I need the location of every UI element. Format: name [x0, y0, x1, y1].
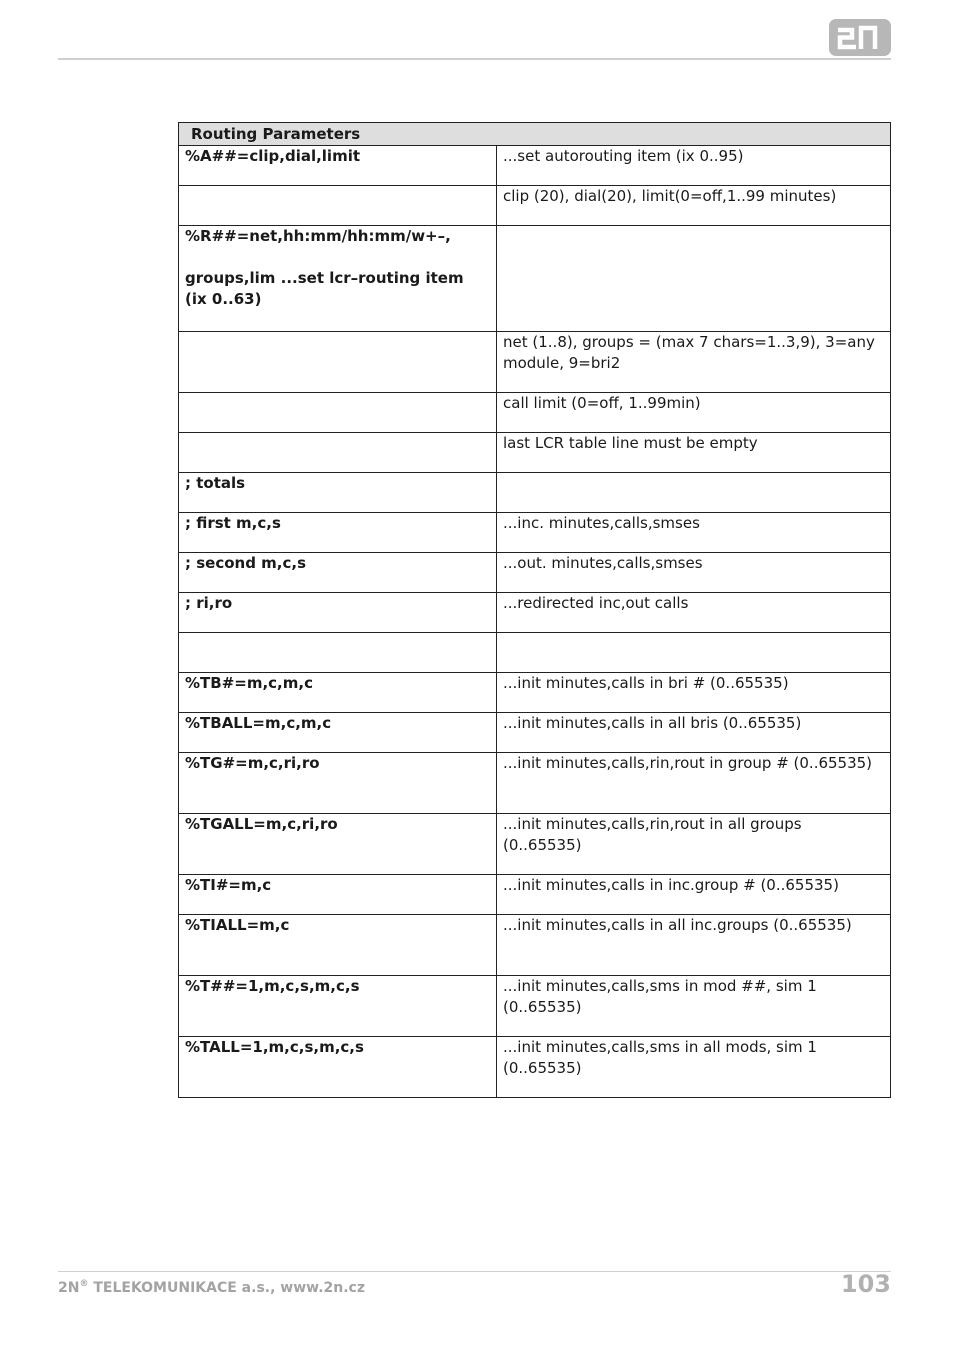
command-cell — [179, 433, 497, 473]
command-cell: ; totals — [179, 473, 497, 513]
command-cell: %TBALL=m,c,m,c — [179, 713, 497, 753]
command-cell: %T##=1,m,c,s,m,c,s — [179, 976, 497, 1037]
company-logo — [829, 19, 891, 56]
command-cell — [179, 393, 497, 433]
table-row — [179, 673, 891, 713]
table-row — [179, 753, 891, 814]
description-cell: net (1..8), groups = (max 7 chars=1..3,9), 3=any module, 9=bri2 — [497, 332, 891, 393]
description-cell: ...init minutes,calls,rin,rout in group # (0..65535) — [497, 753, 891, 814]
command-cell: %TGALL=m,c,ri,ro — [179, 814, 497, 875]
registered-mark: ® — [79, 1279, 89, 1289]
footer-divider — [58, 1271, 891, 1272]
description-cell: ...redirected inc,out calls — [497, 593, 891, 633]
table-row — [179, 393, 891, 433]
table-header-row — [179, 123, 891, 146]
description-cell: ...init minutes,calls,sms in mod ##, sim 1 (0..65535) — [497, 976, 891, 1037]
description-cell: clip (20), dial(20), limit(0=off,1..99 minutes) — [497, 186, 891, 226]
description-cell: last LCR table line must be empty — [497, 433, 891, 473]
description-cell: ...inc. minutes,calls,smses — [497, 513, 891, 553]
header-divider — [58, 58, 891, 60]
description-cell: ...init minutes,calls,sms in all mods, sim 1 (0..65535) — [497, 1037, 891, 1098]
description-cell: ...init minutes,calls in all bris (0..65535) — [497, 713, 891, 753]
table-row — [179, 633, 891, 673]
table-row — [179, 713, 891, 753]
command-cell: %A##=clip,dial,limit — [179, 146, 497, 186]
description-cell: ...out. minutes,calls,smses — [497, 553, 891, 593]
description-cell: ...init minutes,calls in inc.group # (0..65535) — [497, 875, 891, 915]
command-line: %R##=net,hh:mm/hh:mm/w+–, — [185, 227, 451, 245]
command-cell: %TIALL=m,c — [179, 915, 497, 976]
description-cell: ...init minutes,calls in bri # (0..65535) — [497, 673, 891, 713]
table-row — [179, 146, 891, 186]
command-continuation: groups,lim ...set lcr–routing item (ix 0..63) — [185, 269, 464, 308]
routing-parameters-table — [178, 122, 891, 1098]
page-number: 103 — [840, 1270, 891, 1298]
description-cell: ...set autorouting item (ix 0..95) — [497, 146, 891, 186]
command-cell — [179, 226, 497, 332]
table-row — [179, 433, 891, 473]
table-row — [179, 593, 891, 633]
description-cell — [497, 473, 891, 513]
logo-2n-icon — [835, 24, 885, 51]
description-cell: ...init minutes,calls,rin,rout in all groups (0..65535) — [497, 814, 891, 875]
table-row — [179, 186, 891, 226]
command-cell — [179, 332, 497, 393]
table-row — [179, 553, 891, 593]
table-row — [179, 473, 891, 513]
description-cell — [497, 226, 891, 332]
command-cell: %TG#=m,c,ri,ro — [179, 753, 497, 814]
table-row — [179, 513, 891, 553]
command-cell: %TI#=m,c — [179, 875, 497, 915]
table-row — [179, 332, 891, 393]
command-cell: ; first m,c,s — [179, 513, 497, 553]
command-cell: %TB#=m,c,m,c — [179, 673, 497, 713]
command-cell — [179, 186, 497, 226]
table-row — [179, 875, 891, 915]
table-row — [179, 915, 891, 976]
table-row — [179, 814, 891, 875]
command-cell: ; ri,ro — [179, 593, 497, 633]
footer-company-name: TELEKOMUNIKACE a.s., www.2n.cz — [88, 1280, 365, 1296]
table-title: Routing Parameters — [179, 123, 891, 146]
table-row — [179, 1037, 891, 1098]
footer-company — [58, 1279, 365, 1296]
footer-brand: 2N — [58, 1280, 80, 1296]
description-cell — [497, 633, 891, 673]
table-row — [179, 976, 891, 1037]
command-cell — [179, 633, 497, 673]
command-cell: %TALL=1,m,c,s,m,c,s — [179, 1037, 497, 1098]
description-cell: call limit (0=off, 1..99min) — [497, 393, 891, 433]
command-cell: ; second m,c,s — [179, 553, 497, 593]
description-cell: ...init minutes,calls in all inc.groups (0..65535) — [497, 915, 891, 976]
table-row — [179, 226, 891, 332]
